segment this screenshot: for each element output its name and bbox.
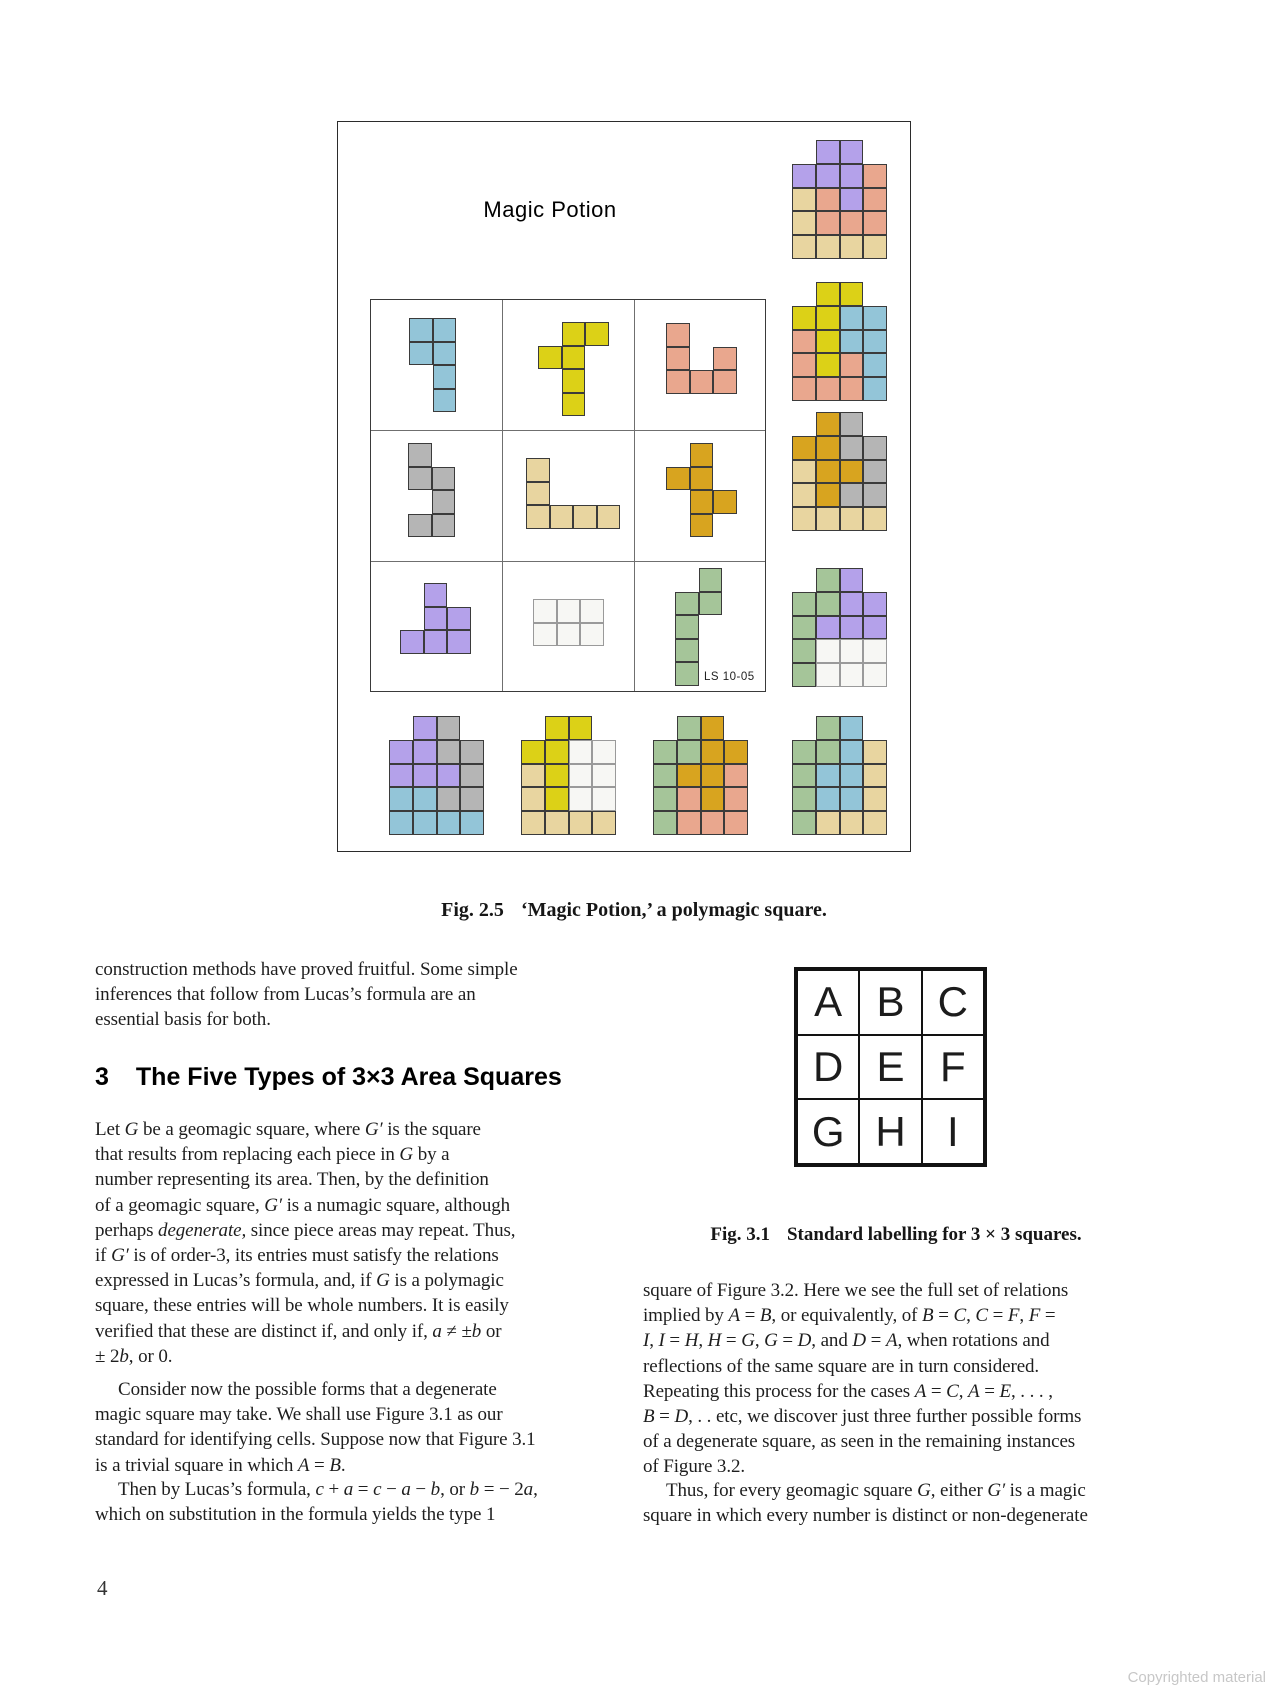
piece-cell-purple xyxy=(400,630,424,654)
piece-blue xyxy=(409,318,456,412)
paragraph-square-of-figure xyxy=(643,1278,1081,1480)
piece-purple xyxy=(400,583,471,654)
piece-cell-gray xyxy=(408,514,432,538)
piece-cell-gray xyxy=(460,787,484,811)
piece-cell-purple xyxy=(840,188,864,212)
piece-cell-white xyxy=(816,663,840,687)
piece-cell-gray xyxy=(840,412,864,436)
piece-cell-white xyxy=(569,787,593,811)
text-line: B = D, . . etc, we discover just three further possible forms xyxy=(643,1405,1082,1427)
composite-row1 xyxy=(792,282,887,401)
piece-cell-salmon xyxy=(816,188,840,212)
piece-cell-purple xyxy=(816,616,840,640)
piece-cell-gold xyxy=(840,460,864,484)
figure-3-1-caption xyxy=(643,1202,1130,1268)
text-line: inferences that follow from Lucas’s formula are an xyxy=(95,984,476,1006)
piece-cell-yellow xyxy=(816,306,840,330)
piece-cell-purple xyxy=(863,616,887,640)
piece-cell-yellow xyxy=(585,322,609,346)
figure-title: Magic Potion xyxy=(483,197,617,222)
piece-cell-green xyxy=(677,716,701,740)
piece-cell-blue xyxy=(863,330,887,354)
piece-gold xyxy=(666,443,737,537)
piece-cell-beige xyxy=(521,787,545,811)
piece-cell-salmon xyxy=(863,164,887,188)
piece-cell-beige xyxy=(792,235,816,259)
piece-cell-green xyxy=(816,716,840,740)
piece-cell-gray xyxy=(432,490,456,514)
caption-text: ‘Magic Potion,’ a polymagic square. xyxy=(520,899,827,921)
text-line: number representing its area. Then, by the definition xyxy=(95,1169,489,1191)
piece-cell-green xyxy=(816,592,840,616)
piece-cell-blue xyxy=(816,787,840,811)
piece-cell-yellow xyxy=(816,353,840,377)
text-line: that results from replacing each piece in G by a xyxy=(95,1144,450,1166)
piece-cell-white xyxy=(592,764,616,788)
text-line: square in which every number is distinct or non-degenerate xyxy=(643,1505,1088,1527)
piece-cell-white xyxy=(569,740,593,764)
text-line: of a degenerate square, as seen in the remaining instances xyxy=(643,1431,1076,1453)
piece-cell-yellow xyxy=(562,369,586,393)
piece-cell-salmon xyxy=(792,377,816,401)
piece-cell-beige xyxy=(521,764,545,788)
piece-salmon xyxy=(666,323,737,394)
piece-cell-green xyxy=(653,764,677,788)
piece-cell-white xyxy=(840,639,864,663)
piece-cell-green xyxy=(675,639,699,663)
piece-cell-salmon xyxy=(666,370,690,394)
text-line: expressed in Lucas’s formula, and, if G is a polymagic xyxy=(95,1270,504,1292)
grid-cell-h: H xyxy=(859,1099,921,1164)
piece-cell-gold xyxy=(690,467,714,491)
piece-cell-green xyxy=(653,740,677,764)
piece-cell-blue xyxy=(840,716,864,740)
text-line: I, I = H, H = G, G = D, and D = A, when rotations and xyxy=(643,1330,1050,1352)
section-heading xyxy=(95,1063,562,1092)
piece-cell-salmon xyxy=(677,787,701,811)
text-line: construction methods have proved fruitful. Some simple xyxy=(95,959,518,980)
piece-cell-beige xyxy=(863,811,887,835)
piece-cell-gold xyxy=(724,740,748,764)
text-line: magic square may take. We shall use Figure 3.1 as our xyxy=(95,1404,503,1426)
piece-cell-blue xyxy=(863,377,887,401)
piece-cell-beige xyxy=(840,811,864,835)
piece-cell-gray xyxy=(863,483,887,507)
piece-cell-salmon xyxy=(713,370,737,394)
text-line: implied by A = B, or equivalently, of B = C, C = F, F = xyxy=(643,1305,1056,1327)
composite-diagonal xyxy=(792,716,887,835)
piece-cell-blue xyxy=(816,764,840,788)
paragraph-consider xyxy=(95,1377,536,1478)
text-line: which on substitution in the formula yields the type 1 xyxy=(95,1504,496,1526)
grid-line-vertical xyxy=(634,300,635,691)
piece-cell-beige xyxy=(863,740,887,764)
piece-cell-yellow xyxy=(816,282,840,306)
text-line: if G′ is of order-3, its entries must satisfy the relations xyxy=(95,1244,499,1266)
piece-cell-beige xyxy=(550,505,574,529)
piece-cell-gold xyxy=(690,443,714,467)
piece-cell-purple xyxy=(413,740,437,764)
section-number: 3 xyxy=(95,1063,109,1091)
grid-line-horizontal xyxy=(371,561,765,562)
piece-cell-gold xyxy=(792,436,816,460)
piece-cell-gray xyxy=(437,787,461,811)
piece-cell-gray xyxy=(437,740,461,764)
piece-cell-salmon xyxy=(840,353,864,377)
grid-line-horizontal xyxy=(371,430,765,431)
piece-white xyxy=(533,599,604,646)
grid-cell-d: D xyxy=(797,1035,859,1100)
text-line: of a geomagic square, G′ is a numagic square, although xyxy=(95,1194,511,1216)
piece-cell-white xyxy=(569,764,593,788)
piece-cell-purple xyxy=(840,140,864,164)
piece-cell-green xyxy=(653,787,677,811)
grid-cell-c: C xyxy=(922,970,984,1035)
piece-cell-gray xyxy=(408,443,432,467)
piece-cell-yellow xyxy=(562,393,586,417)
piece-cell-salmon xyxy=(863,211,887,235)
piece-cell-green xyxy=(816,568,840,592)
piece-cell-purple xyxy=(840,568,864,592)
piece-cell-salmon xyxy=(840,377,864,401)
figure-2-5-caption xyxy=(337,876,911,945)
text-line: Repeating this process for the cases A = C, A = E, . . . , xyxy=(643,1380,1053,1402)
piece-cell-beige xyxy=(792,211,816,235)
piece-cell-white xyxy=(557,623,581,647)
piece-cell-purple xyxy=(792,164,816,188)
piece-cell-green xyxy=(792,639,816,663)
piece-cell-yellow xyxy=(545,787,569,811)
piece-cell-blue xyxy=(460,811,484,835)
piece-cell-beige xyxy=(863,764,887,788)
text-line: Thus, for every geomagic square G, either G′ is a magic xyxy=(666,1480,1086,1501)
piece-cell-blue xyxy=(433,318,457,342)
piece-cell-salmon xyxy=(792,330,816,354)
piece-cell-blue xyxy=(389,787,413,811)
piece-cell-purple xyxy=(389,764,413,788)
piece-cell-purple xyxy=(447,630,471,654)
piece-cell-white xyxy=(533,599,557,623)
piece-cell-beige xyxy=(792,188,816,212)
piece-cell-blue xyxy=(413,811,437,835)
piece-cell-gray xyxy=(437,716,461,740)
grid-cell-b: B xyxy=(859,970,921,1035)
piece-cell-white xyxy=(580,599,604,623)
piece-cell-gold xyxy=(816,436,840,460)
piece-cell-yellow xyxy=(545,716,569,740)
piece-cell-beige xyxy=(863,787,887,811)
piece-cell-purple xyxy=(437,764,461,788)
piece-cell-beige xyxy=(521,811,545,835)
page-number: 4 xyxy=(97,1576,108,1600)
grid-cell-g: G xyxy=(797,1099,859,1164)
piece-yellow xyxy=(538,322,609,416)
piece-cell-yellow xyxy=(840,282,864,306)
piece-cell-blue xyxy=(409,318,433,342)
piece-cell-yellow xyxy=(545,764,569,788)
piece-cell-salmon xyxy=(840,211,864,235)
piece-cell-yellow xyxy=(816,330,840,354)
grid-cell-a: A xyxy=(797,970,859,1035)
piece-cell-gold xyxy=(701,740,725,764)
piece-green xyxy=(675,568,722,686)
piece-cell-purple xyxy=(424,583,448,607)
piece-cell-salmon xyxy=(666,347,690,371)
piece-cell-beige xyxy=(792,460,816,484)
piece-cell-blue xyxy=(437,811,461,835)
piece-cell-gold xyxy=(701,716,725,740)
grid-line-vertical xyxy=(502,300,503,691)
piece-cell-yellow xyxy=(562,346,586,370)
piece-cell-green xyxy=(792,616,816,640)
grid-cell-i: I xyxy=(922,1099,984,1164)
piece-cell-beige xyxy=(792,483,816,507)
piece-cell-beige xyxy=(863,507,887,531)
caption-label: Fig. 3.1 xyxy=(710,1224,770,1245)
text-line: perhaps degenerate, since piece areas may repeat. Thus, xyxy=(95,1219,516,1241)
text-line: of Figure 3.2. xyxy=(643,1456,746,1478)
signature-tag: LS 10-05 xyxy=(704,671,755,683)
piece-cell-purple xyxy=(424,630,448,654)
piece-cell-purple xyxy=(816,164,840,188)
piece-cell-purple xyxy=(447,607,471,631)
piece-cell-beige xyxy=(526,505,550,529)
piece-cell-salmon xyxy=(792,353,816,377)
piece-cell-green xyxy=(792,811,816,835)
text-line: essential basis for both. xyxy=(95,1009,271,1031)
piece-cell-beige xyxy=(792,507,816,531)
piece-cell-blue xyxy=(840,787,864,811)
piece-cell-salmon xyxy=(701,811,725,835)
piece-cell-beige xyxy=(545,811,569,835)
piece-cell-blue xyxy=(433,342,457,366)
piece-cell-salmon xyxy=(816,377,840,401)
piece-cell-green xyxy=(677,740,701,764)
piece-cell-purple xyxy=(863,592,887,616)
piece-cell-blue xyxy=(409,342,433,366)
piece-cell-salmon xyxy=(863,188,887,212)
piece-cell-gray xyxy=(840,436,864,460)
text-line: ± 2b, or 0. xyxy=(95,1345,173,1367)
text-line: Consider now the possible forms that a degenerate xyxy=(118,1379,497,1400)
piece-cell-gold xyxy=(701,764,725,788)
composite-col1 xyxy=(389,716,484,835)
piece-cell-gold xyxy=(816,460,840,484)
piece-cell-gold xyxy=(713,490,737,514)
piece-cell-white xyxy=(592,740,616,764)
piece-cell-green xyxy=(675,592,699,616)
text-line: square of Figure 3.2. Here we see the full set of relations xyxy=(643,1280,1069,1301)
piece-cell-white xyxy=(533,623,557,647)
piece-cell-purple xyxy=(840,164,864,188)
piece-beige xyxy=(526,458,620,529)
piece-cell-beige xyxy=(816,507,840,531)
piece-cell-green xyxy=(792,592,816,616)
piece-cell-beige xyxy=(526,458,550,482)
piece-cell-gold xyxy=(677,764,701,788)
caption-text: Standard labelling for 3 × 3 squares. xyxy=(786,1224,1082,1245)
piece-cell-gold xyxy=(816,412,840,436)
piece-cell-white xyxy=(863,639,887,663)
piece-cell-beige xyxy=(569,811,593,835)
piece-cell-gold xyxy=(816,483,840,507)
composite-row3 xyxy=(792,568,887,687)
piece-cell-gray xyxy=(863,460,887,484)
piece-cell-purple xyxy=(840,592,864,616)
piece-cell-yellow xyxy=(521,740,545,764)
piece-cell-salmon xyxy=(713,347,737,371)
piece-cell-salmon xyxy=(724,811,748,835)
copyright-watermark: Copyrighted material xyxy=(1127,1669,1266,1686)
paragraph-thus xyxy=(643,1478,1088,1528)
piece-cell-white xyxy=(580,623,604,647)
composite-antidiagonal xyxy=(792,140,887,259)
piece-cell-salmon xyxy=(724,764,748,788)
piece-cell-blue xyxy=(863,306,887,330)
piece-cell-blue xyxy=(840,330,864,354)
piece-cell-green xyxy=(792,740,816,764)
piece-cell-purple xyxy=(424,607,448,631)
piece-cell-white xyxy=(863,663,887,687)
piece-cell-gold xyxy=(690,490,714,514)
piece-cell-purple xyxy=(389,740,413,764)
piece-cell-blue xyxy=(433,389,457,413)
piece-cell-green xyxy=(699,592,723,616)
piece-cell-purple xyxy=(413,764,437,788)
caption-label: Fig. 2.5 xyxy=(441,899,504,921)
piece-cell-blue xyxy=(840,306,864,330)
piece-cell-gray xyxy=(863,436,887,460)
piece-cell-blue xyxy=(840,740,864,764)
paragraph-construction xyxy=(95,957,518,1033)
section-title: The Five Types of 3×3 Area Squares xyxy=(135,1063,562,1091)
piece-cell-salmon xyxy=(816,211,840,235)
figure-3-1-grid xyxy=(794,967,987,1167)
text-line: Let G be a geomagic square, where G′ is the square xyxy=(95,1119,481,1140)
piece-cell-gray xyxy=(460,764,484,788)
text-line: Then by Lucas’s formula, c + a = c − a − b, or b = − 2a, xyxy=(118,1479,538,1500)
piece-gray xyxy=(408,443,455,537)
piece-cell-beige xyxy=(840,235,864,259)
text-line: standard for identifying cells. Suppose now that Figure 3.1 xyxy=(95,1429,536,1451)
piece-cell-blue xyxy=(840,764,864,788)
piece-cell-green xyxy=(816,740,840,764)
piece-cell-gray xyxy=(432,514,456,538)
piece-cell-green xyxy=(653,811,677,835)
piece-cell-blue xyxy=(863,353,887,377)
grid-cell-e: E xyxy=(859,1035,921,1100)
piece-cell-purple xyxy=(413,716,437,740)
piece-cell-gold xyxy=(666,467,690,491)
piece-cell-beige xyxy=(526,482,550,506)
piece-cell-yellow xyxy=(538,346,562,370)
piece-cell-green xyxy=(792,764,816,788)
piece-cell-green xyxy=(792,787,816,811)
text-line: square, these entries will be whole numbers. It is easily xyxy=(95,1295,509,1317)
piece-cell-green xyxy=(675,662,699,686)
piece-cell-green xyxy=(675,615,699,639)
piece-cell-blue xyxy=(413,787,437,811)
piece-cell-beige xyxy=(597,505,621,529)
paragraph-let-g xyxy=(95,1117,515,1369)
piece-cell-gray xyxy=(840,483,864,507)
composite-col3 xyxy=(653,716,748,835)
piece-cell-gray xyxy=(408,467,432,491)
piece-cell-beige xyxy=(863,235,887,259)
piece-cell-white xyxy=(840,663,864,687)
piece-cell-beige xyxy=(816,811,840,835)
piece-cell-beige xyxy=(573,505,597,529)
piece-cell-yellow xyxy=(792,306,816,330)
piece-cell-white xyxy=(557,599,581,623)
piece-cell-beige xyxy=(816,235,840,259)
piece-cell-purple xyxy=(816,140,840,164)
piece-cell-gray xyxy=(460,740,484,764)
piece-cell-beige xyxy=(592,811,616,835)
piece-cell-yellow xyxy=(562,322,586,346)
text-line: verified that these are distinct if, and only if, a ≠ ±b or xyxy=(95,1320,502,1342)
piece-cell-beige xyxy=(840,507,864,531)
piece-cell-white xyxy=(592,787,616,811)
text-line: reflections of the same square are in turn considered. xyxy=(643,1355,1040,1377)
text-line: is a trivial square in which A = B. xyxy=(95,1454,346,1476)
piece-cell-green xyxy=(792,663,816,687)
piece-cell-white xyxy=(816,639,840,663)
piece-cell-gold xyxy=(701,787,725,811)
piece-cell-salmon xyxy=(724,787,748,811)
piece-cell-purple xyxy=(840,616,864,640)
piece-cell-yellow xyxy=(569,716,593,740)
grid-cell-f: F xyxy=(922,1035,984,1100)
piece-cell-salmon xyxy=(666,323,690,347)
composite-col2 xyxy=(521,716,616,835)
piece-cell-salmon xyxy=(677,811,701,835)
composite-row2 xyxy=(792,412,887,531)
paragraph-lucas-formula xyxy=(95,1477,538,1527)
piece-cell-gold xyxy=(690,514,714,538)
piece-cell-yellow xyxy=(545,740,569,764)
piece-cell-blue xyxy=(433,365,457,389)
piece-cell-salmon xyxy=(690,370,714,394)
piece-cell-gray xyxy=(432,467,456,491)
piece-cell-green xyxy=(699,568,723,592)
piece-cell-blue xyxy=(389,811,413,835)
